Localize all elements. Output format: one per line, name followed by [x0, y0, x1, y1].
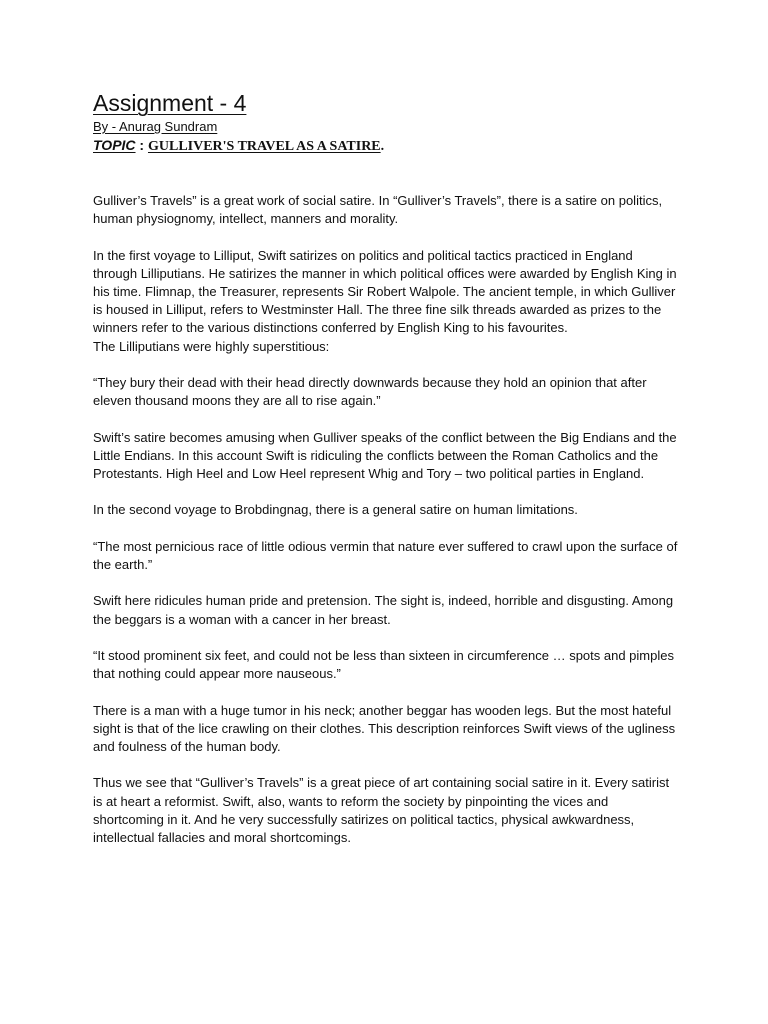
paragraph-lilliput: In the first voyage to Lilliput, Swift satirizes on politics and political tactics practiced in England through Lilliputians. He satirizes the manner in which political offices were awarded by English King in his time. Flimnap, the Treasurer, represents Sir Robert Walpole. The ancient temple, in which Gulliver is housed in Lilliput, refers to Westminster Hall. The three fine silk threads awarded as prizes to the winners refer to the various distinctions conferred by English King to his favourites. [93, 247, 677, 336]
quote-prominent: “It stood prominent six feet, and could not be less than sixteen in circumference … spots and pimples that nothing could appear more nauseous.” [93, 647, 674, 682]
document-page [93, 88, 679, 865]
quote-bury-dead: “They bury their dead with their head directly downwards because they hold an opinion that after eleven thousand moons they are all to rise again.” [93, 375, 647, 409]
essay-body [93, 192, 679, 847]
paragraph-endians: Swift’s satire becomes amusing when Gulliver speaks of the conflict between the Big Endians and the Little Endians. In this account Swift is ridiculing the conflicts between the Roman Catholics and the Protestants. High Heel and Low Heel represent Whig and Tory – two political parties in England. [93, 429, 677, 481]
author-byline: By - Anurag Sundram [93, 119, 218, 134]
paragraph-intro: Gulliver’s Travels” is a great work of social satire. In “Gulliver’s Travels”, there is a satire on politics, human physiognomy, intellect, manners and morality. [93, 193, 663, 227]
topic-end: . [380, 139, 385, 154]
topic-label: TOPIC [93, 137, 136, 153]
paragraph-conclusion: Thus we see that “Gulliver’s Travels” is a great piece of art containing social satire in it. Every satirist is at heart a reformist. Swift, also, wants to reform the society by pinpointing the vices and shortcoming in it. And he very successfully satirizes on political tactics, physical awkwardness, intellectual fallacies and moral shortcomings. [93, 775, 670, 845]
quote-vermin: “The most pernicious race of little odious vermin that nature ever suffered to crawl upon the surface of the earth.” [93, 538, 678, 572]
topic-text: GULLIVER'S TRAVEL AS A SATIRE [147, 139, 381, 154]
topic-line [93, 136, 679, 156]
paragraph-brobdingnag: In the second voyage to Brobdingnag, there is a general satire on human limitations. [93, 502, 578, 518]
paragraph-superstitious: The Lilliputians were highly superstitious: [93, 338, 330, 354]
page-title: Assignment - 4 [93, 90, 247, 116]
topic-colon: : [135, 137, 148, 153]
paragraph-pride: Swift here ridicules human pride and pretension. The sight is, indeed, horrible and disgusting. Among the beggars is a woman with a cancer in her breast. [93, 593, 674, 627]
paragraph-tumor: There is a man with a huge tumor in his neck; another beggar has wooden legs. But the most hateful sight is that of the lice crawling on their clothes. This description reinforces Swift views of the ugliness and foulness of the human body. [93, 702, 676, 754]
